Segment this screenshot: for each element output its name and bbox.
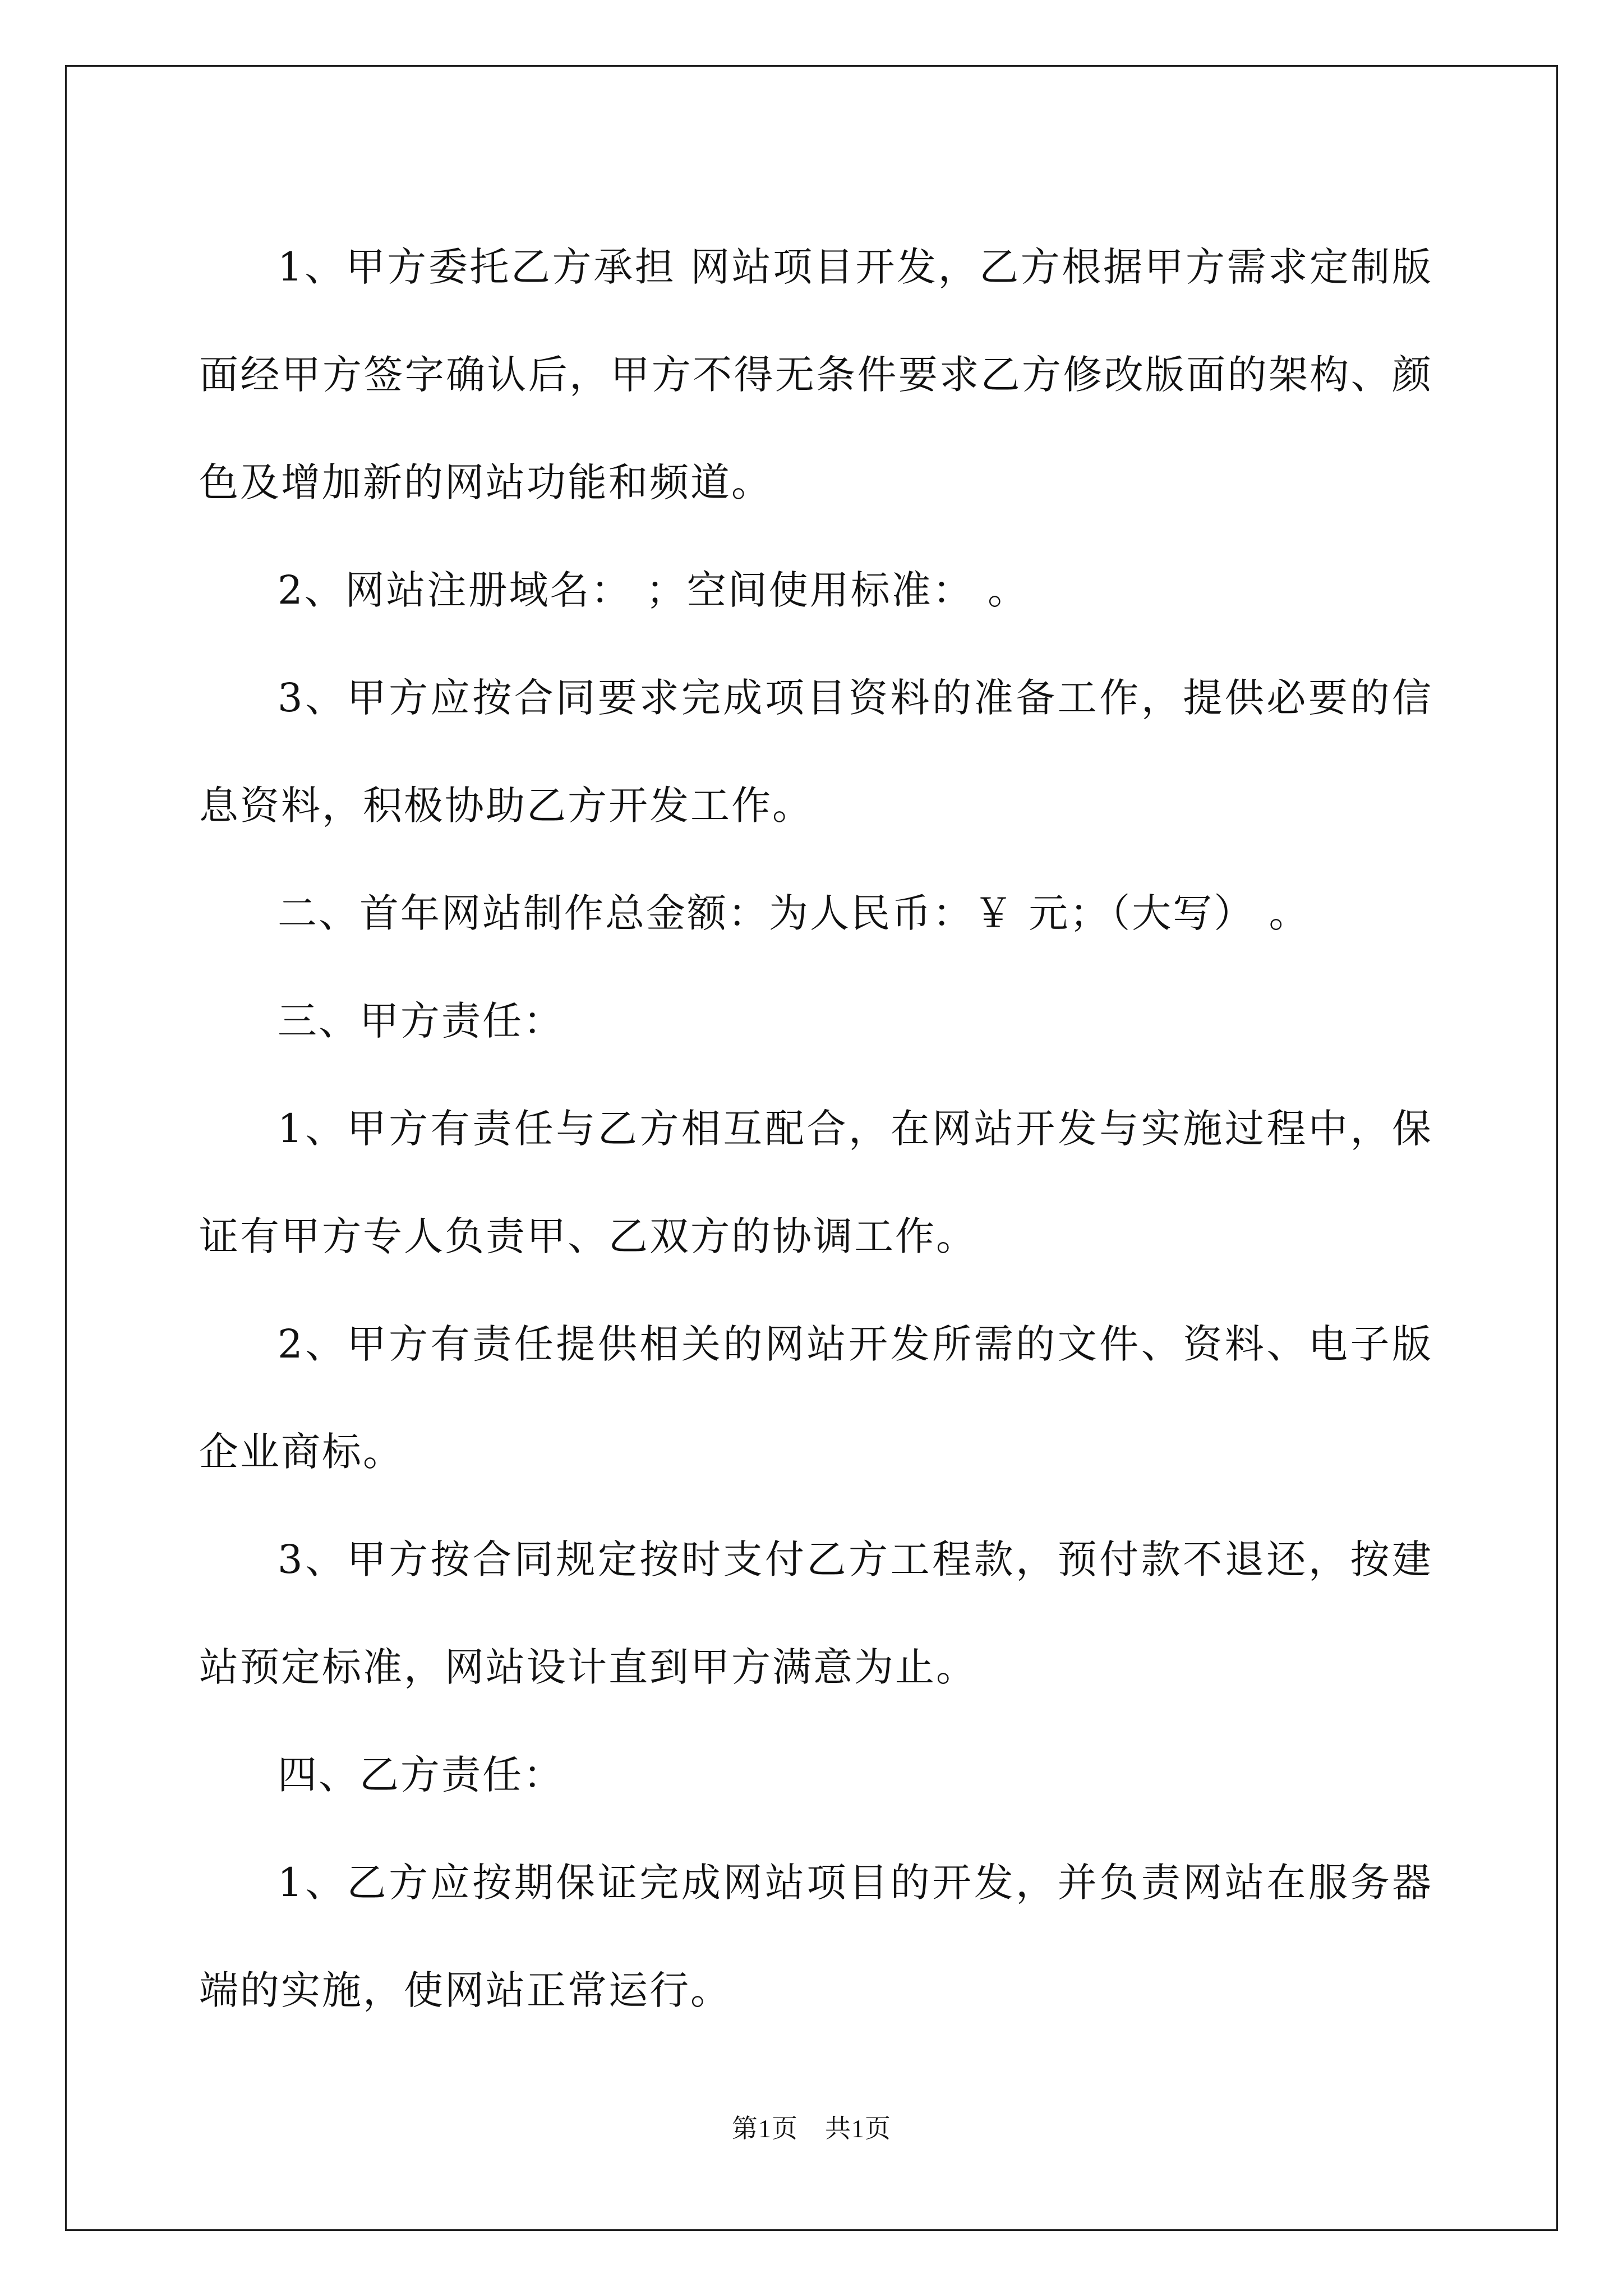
page-footer (0, 2112, 1623, 2146)
paragraph-7: 2、甲方有责任提供相关的网站开发所需的文件、资料、电子版企业商标。 (199, 1321, 1433, 1475)
paragraph-2: 2、网站注册域名： ；空间使用标准： 。 (278, 567, 1029, 613)
paragraph-8: 3、甲方按合同规定按时支付乙方工程款，预付款不退还，按建站预定标准，网站设计直到甲方满意为止。 (199, 1536, 1433, 1690)
page-total: 共1页 (825, 2114, 891, 2143)
section-heading-party-a: 三、甲方责任： (278, 998, 564, 1044)
section-heading-party-b: 四、乙方责任： (278, 1752, 564, 1798)
paragraph-10: 1、乙方应按期保证完成网站项目的开发，并负责网站在服务器端的实施，使网站正常运行。 (199, 1860, 1433, 2013)
paragraph-3: 3、甲方应按合同要求完成项目资料的准备工作，提供必要的信息资料，积极协助乙方开发工作。 (199, 675, 1433, 829)
paragraph-6: 1、甲方有责任与乙方相互配合，在网站开发与实施过程中，保证有甲方专人负责甲、乙双方的协调工作。 (199, 1106, 1433, 1259)
paragraph-1: 1、甲方委托乙方承担 网站项目开发，乙方根据甲方需求定制版面经甲方签字确认后，甲方不得无条件要求乙方修改版面的架构、颜色及增加新的网站功能和频道。 (199, 244, 1433, 505)
paragraph-4: 二、首年网站制作总金额：为人民币：￥ 元；（大写） 。 (278, 890, 1310, 936)
page-number: 第1页 (732, 2114, 798, 2143)
document-body (199, 213, 1433, 2044)
